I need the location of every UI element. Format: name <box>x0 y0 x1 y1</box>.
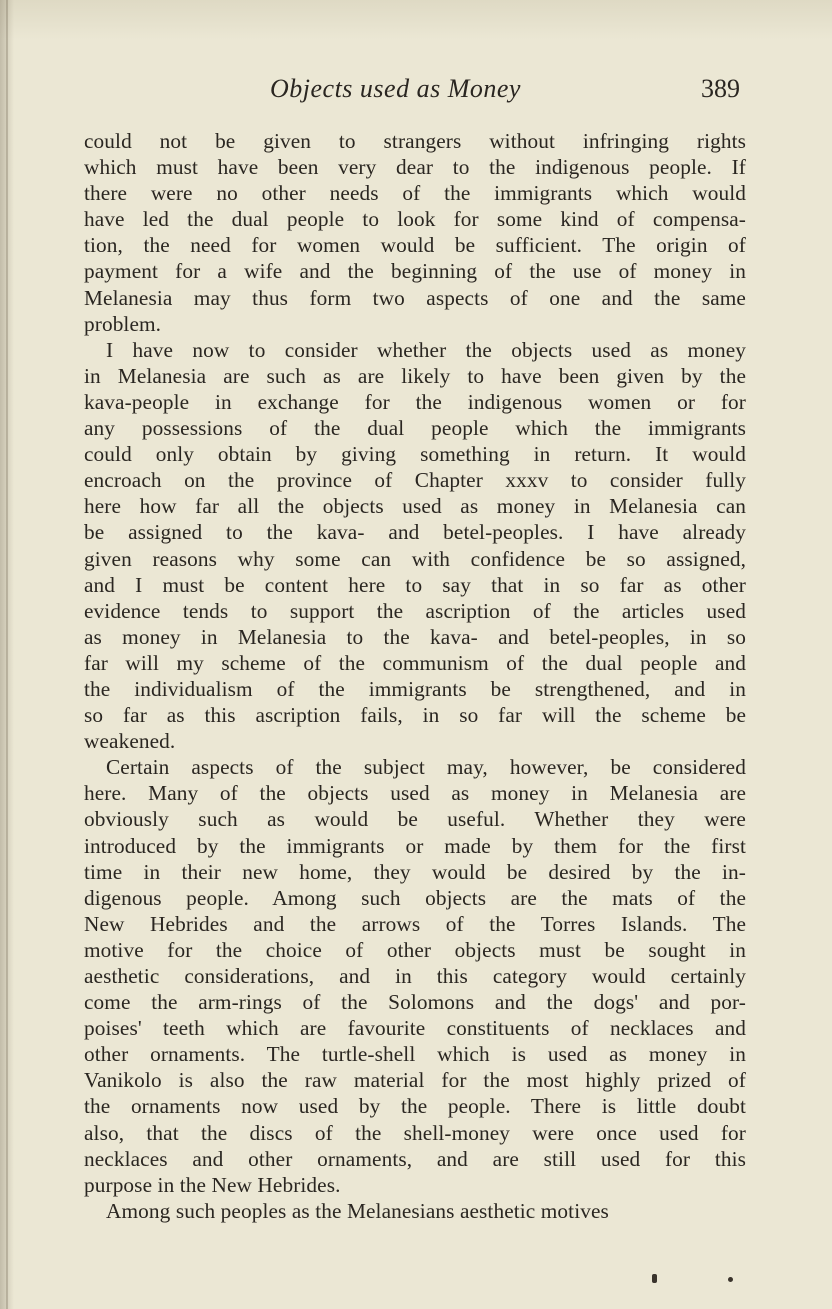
text-line: far will my scheme of the communism of the dual people and <box>84 650 746 675</box>
text-line: have led the dual people to look for some kind of compensa- <box>84 207 746 232</box>
paragraph-start-line: I have now to consider whether the objects used as money <box>106 337 746 362</box>
body-text <box>84 128 746 1224</box>
paragraph-start-line: Certain aspects of the subject may, however, be considered <box>106 755 746 780</box>
text-line: digenous people. Among such objects are the mats of the <box>84 885 746 910</box>
text-line: other ornaments. The turtle-shell which is used as money in <box>84 1042 746 1067</box>
running-title: Objects used as Money <box>270 74 521 103</box>
text-line: in Melanesia are such as are likely to have been given by the <box>84 363 746 388</box>
text-line: Melanesia may thus form two aspects of one and the same <box>84 285 746 310</box>
text-line: problem. <box>84 311 162 336</box>
text-line: necklaces and other ornaments, and are still used for this <box>84 1146 746 1171</box>
text-line: be assigned to the kava- and betel-peoples. I have already <box>84 520 746 545</box>
text-line: could only obtain by giving something in return. It would <box>84 442 746 467</box>
text-line: purpose in the New Hebrides. <box>84 1172 341 1197</box>
text-line: which must have been very dear to the indigenous people. If <box>84 155 746 180</box>
text-line: the ornaments now used by the people. There is little doubt <box>84 1094 746 1119</box>
text-line: introduced by the immigrants or made by them for the first <box>84 833 746 858</box>
page-header <box>84 74 746 114</box>
text-line: given reasons why some can with confidence be so assigned, <box>84 546 746 571</box>
text-line: New Hebrides and the arrows of the Torres Islands. The <box>84 911 746 936</box>
text-line: here. Many of the objects used as money in Melanesia are <box>84 781 746 806</box>
text-line: here how far all the objects used as money in Melanesia can <box>84 494 746 519</box>
text-line: come the arm-rings of the Solomons and the dogs' and por- <box>84 990 746 1015</box>
text-line: payment for a wife and the beginning of the use of money in <box>84 259 746 284</box>
text-line: there were no other needs of the immigrants which would <box>84 181 746 206</box>
text-line: aesthetic considerations, and in this category would certainly <box>84 964 746 988</box>
text-line: motive for the choice of other objects must be sought in <box>84 937 746 962</box>
text-line: evidence tends to support the ascription of the articles used <box>84 598 746 623</box>
text-line: obviously such as would be useful. Whether they were <box>84 807 746 832</box>
text-line: also, that the discs of the shell-money were once used for <box>84 1120 746 1145</box>
text-line: could not be given to strangers without infringing rights <box>84 129 746 153</box>
text-line: weakened. <box>84 729 176 754</box>
text-line: as money in Melanesia to the kava- and betel-peoples, in so <box>84 624 746 649</box>
text-line: kava-people in exchange for the indigenous women or for <box>84 389 746 414</box>
text-line: time in their new home, they would be desired by the in- <box>84 859 746 884</box>
text-line: so far as this ascription fails, in so far will the scheme be <box>84 703 746 728</box>
text-line: any possessions of the dual people which the immigrants <box>84 416 746 441</box>
text-line: the individualism of the immigrants be strengthened, and in <box>84 676 746 701</box>
ink-speck <box>652 1274 657 1283</box>
paragraph-start-line: Among such peoples as the Melanesians aesthetic motives <box>106 1198 609 1223</box>
text-line: and I must be content here to say that in so far as other <box>84 572 746 597</box>
text-line: encroach on the province of Chapter xxxv to consider fully <box>84 468 746 493</box>
page-gutter-shadow <box>6 0 8 1309</box>
ink-speck <box>728 1277 733 1282</box>
text-line: tion, the need for women would be sufficient. The origin of <box>84 233 746 258</box>
page-number: 389 <box>701 74 740 103</box>
text-line: poises' teeth which are favourite constituents of necklaces and <box>84 1016 746 1041</box>
text-line: Vanikolo is also the raw material for the most highly prized of <box>84 1068 746 1093</box>
